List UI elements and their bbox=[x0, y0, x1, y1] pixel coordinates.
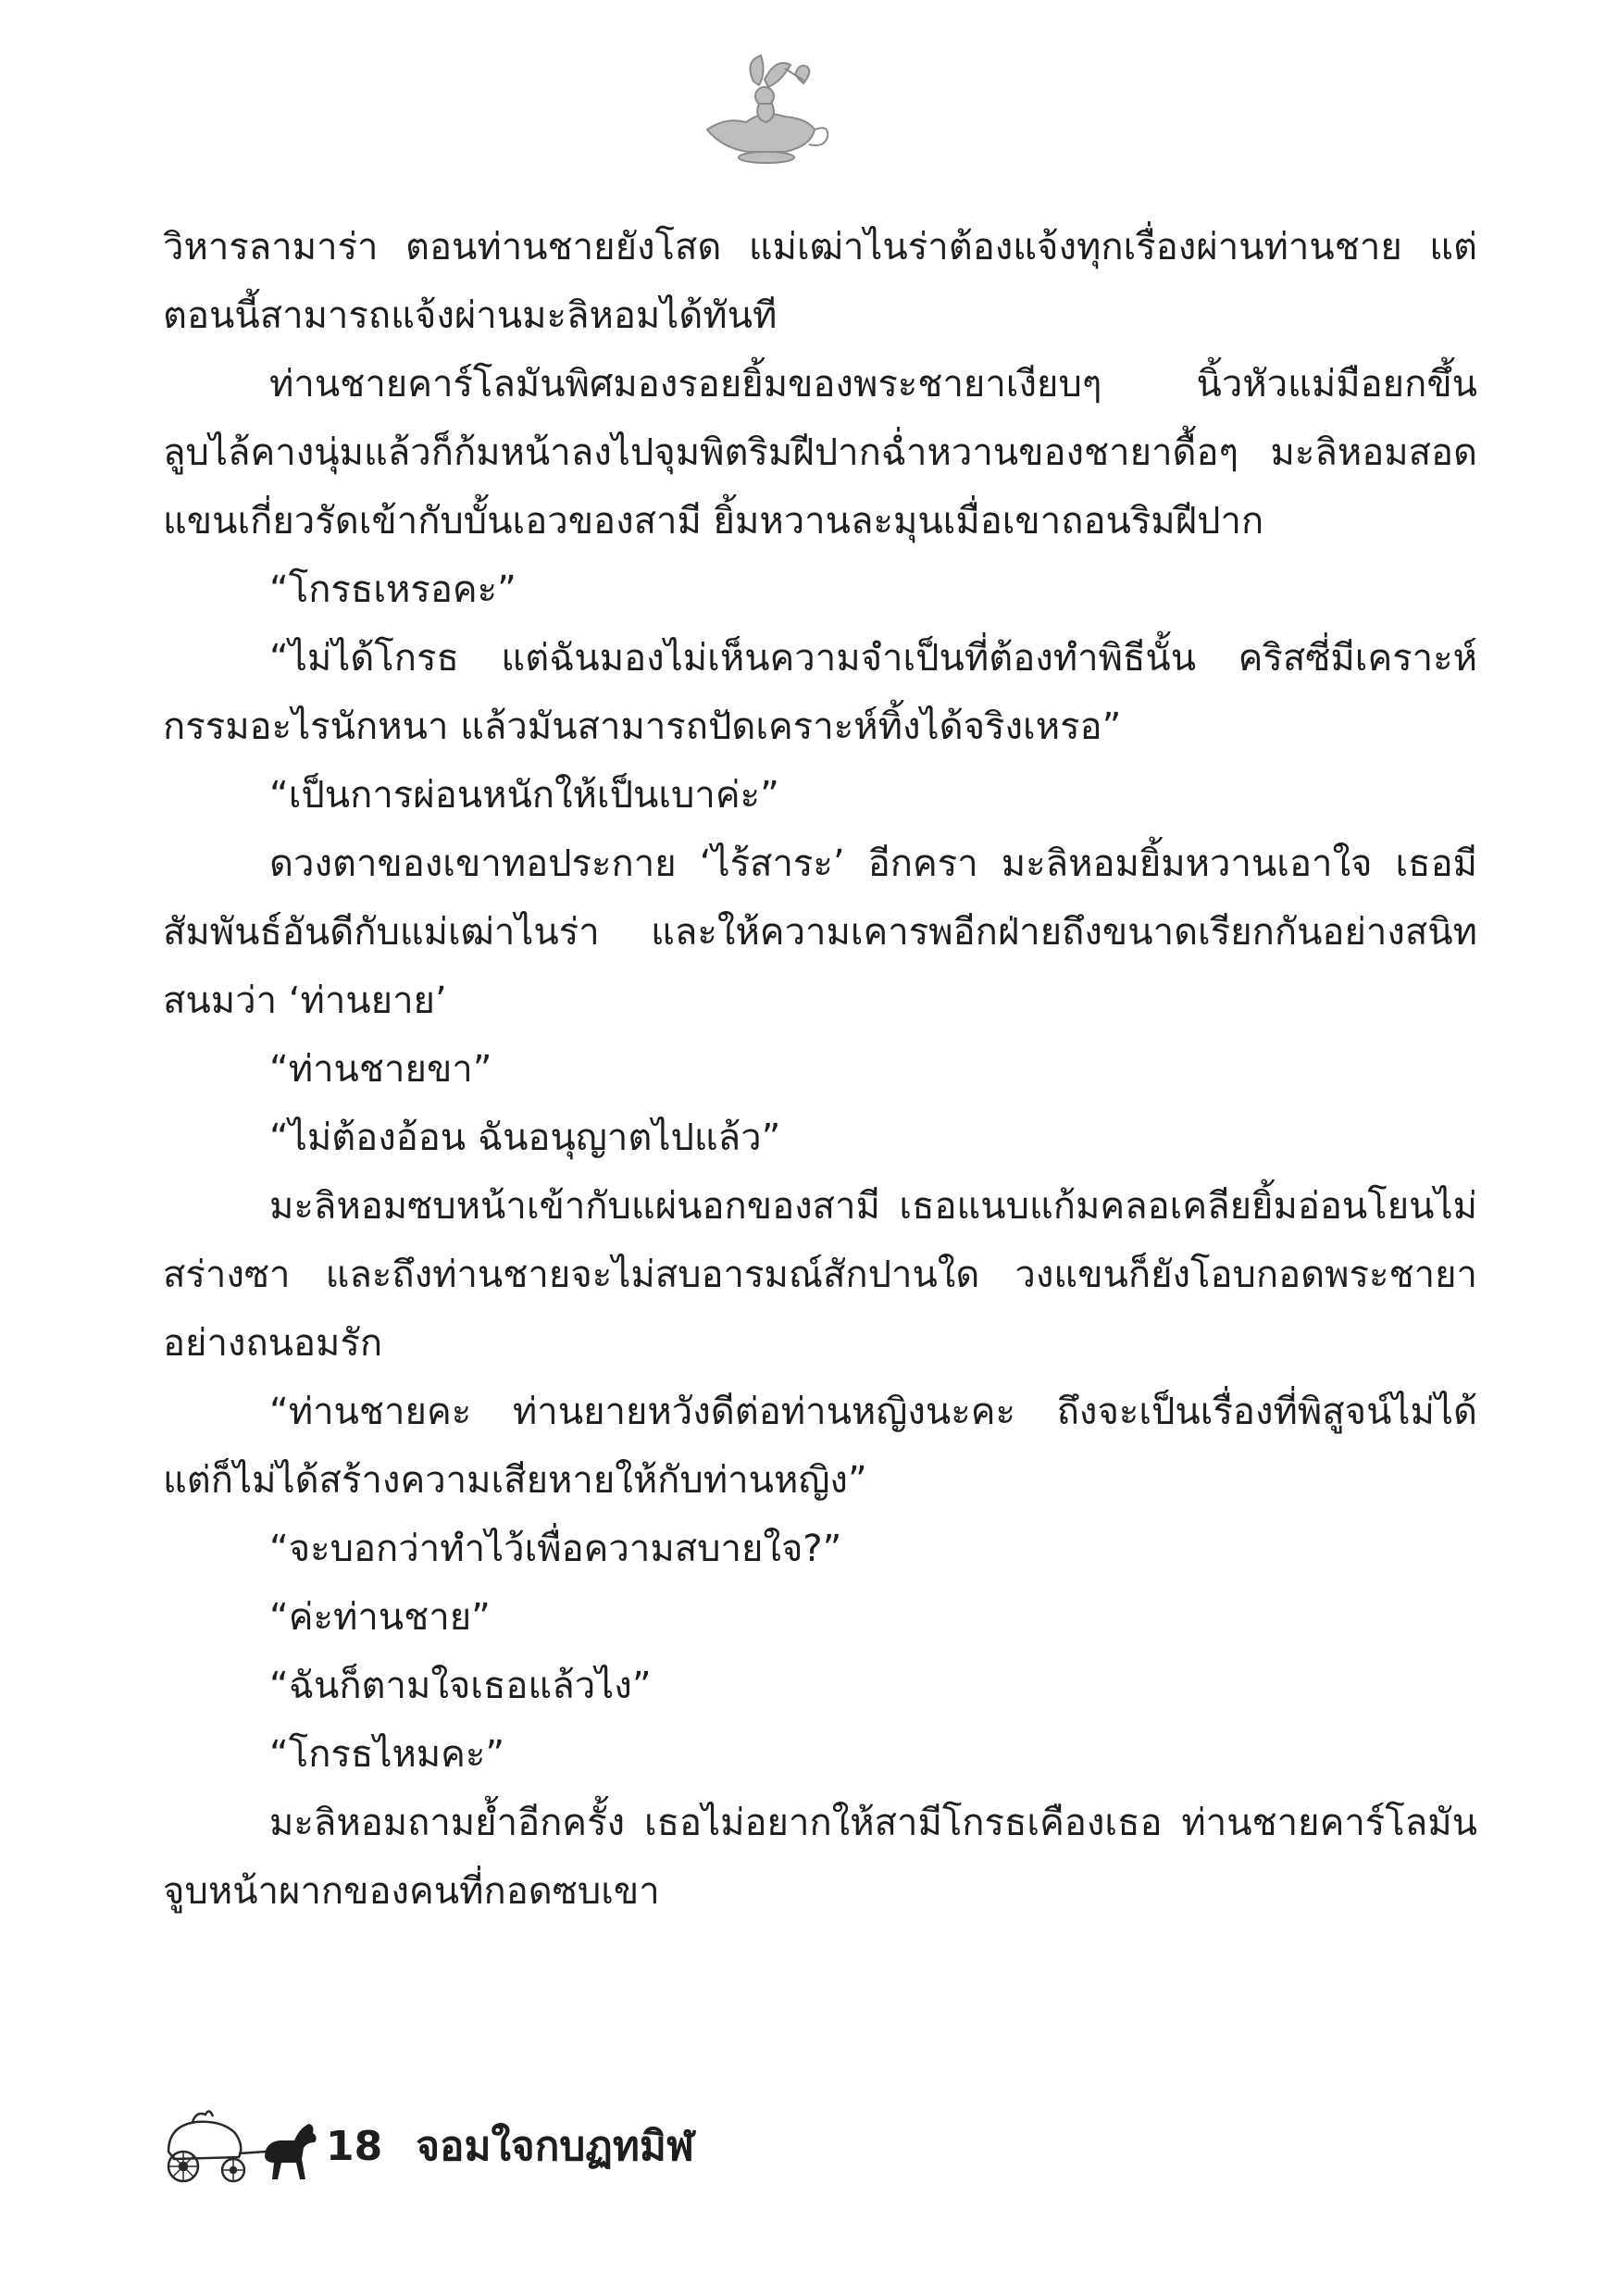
paragraph: ท่านชายคาร์โลมันพิศมองรอยยิ้มของพระชายาเงียบๆ นิ้วหัวแม่มือยกขึ้นลูบไล้คางนุ่มแล้วก็ก้มหน้าลงไปจุมพิตริมฝีปากฉ่ำหวานของชายาดื้อๆ มะลิหอมสอดแขนเกี่ยวรัดเข้ากับบั้นเอวของสามี ยิ้มหวานละมุนเมื่อเขาถอนริมฝีปาก bbox=[163, 363, 1477, 543]
dialogue-line: “เป็นการผ่อนหนักให้เป็นเบาค่ะ” bbox=[269, 774, 779, 817]
paragraph: วิหารลามาร่า ตอนท่านชายยังโสด แม่เฒ่าไนร่าต้องแจ้งทุกเรื่องผ่านท่านชาย แต่ตอนนี้สามารถแจ้งผ่านมะลิหอมได้ทันที bbox=[163, 226, 1477, 337]
dialogue-line: “โกรธเหรอคะ” bbox=[269, 568, 517, 611]
dialogue-line: “ไม่ต้องอ้อน ฉันอนุญาตไปแล้ว” bbox=[269, 1117, 781, 1159]
dialogue-line: “โกรธไหมคะ” bbox=[269, 1733, 505, 1776]
paragraph: ดวงตาของเขาทอประกาย ‘ไร้สาระ’ อีกครา มะลิหอมยิ้มหวานเอาใจ เธอมีสัมพันธ์อันดีกับแม่เฒ่าไนร่า และให้ความเคารพอีกฝ่ายถึงขนาดเรียกกันอย่างสนิทสนมว่า ‘ท่านยาย’ bbox=[163, 842, 1477, 1022]
page-footer bbox=[156, 2100, 694, 2192]
carriage-horse-ornament-icon bbox=[156, 2105, 322, 2187]
cupid-teapot-ornament-icon bbox=[689, 44, 837, 174]
paragraph: “ไม่ได้โกรธ แต่ฉันมองไม่เห็นความจำเป็นที่ต้องทำพิธีนั้น คริสซี่มีเคราะห์กรรมอะไรนักหนา แล้วมันสามารถปัดเคราะห์ทิ้งได้จริงเหรอ” bbox=[163, 637, 1477, 748]
paragraph: มะลิหอมถามย้ำอีกครั้ง เธอไม่อยากให้สามีโกรธเคืองเธอ ท่านชายคาร์โลมันจูบหน้าผากของคนที่กอดซบเขา bbox=[163, 1802, 1477, 1913]
page-number: 18 bbox=[326, 2122, 383, 2170]
dialogue-line: “ค่ะท่านชาย” bbox=[269, 1596, 491, 1639]
dialogue-line: “ฉันก็ตามใจเธอแล้วไง” bbox=[269, 1665, 652, 1707]
paragraph: มะลิหอมซบหน้าเข้ากับแผ่นอกของสามี เธอแนบแก้มคลอเคลียยิ้มอ่อนโยนไม่สร่างซา และถึงท่านชายจะไม่สบอารมณ์สักปานใด วงแขนก็ยังโอบกอดพระชายาอย่างถนอมรัก bbox=[163, 1185, 1477, 1365]
paragraph: “ท่านชายคะ ท่านยายหวังดีต่อท่านหญิงนะคะ ถึงจะเป็นเรื่องที่พิสูจน์ไม่ได้ แต่ก็ไม่ได้สร้างความเสียหายให้กับท่านหญิง” bbox=[163, 1391, 1477, 1502]
dialogue-line: “ท่านชายขา” bbox=[269, 1048, 492, 1091]
book-title: จอมใจกบฏทมิฬ bbox=[416, 2123, 694, 2170]
body-text bbox=[163, 213, 1477, 1926]
dialogue-line: “จะบอกว่าทำไว้เพื่อความสบายใจ?” bbox=[269, 1528, 842, 1570]
